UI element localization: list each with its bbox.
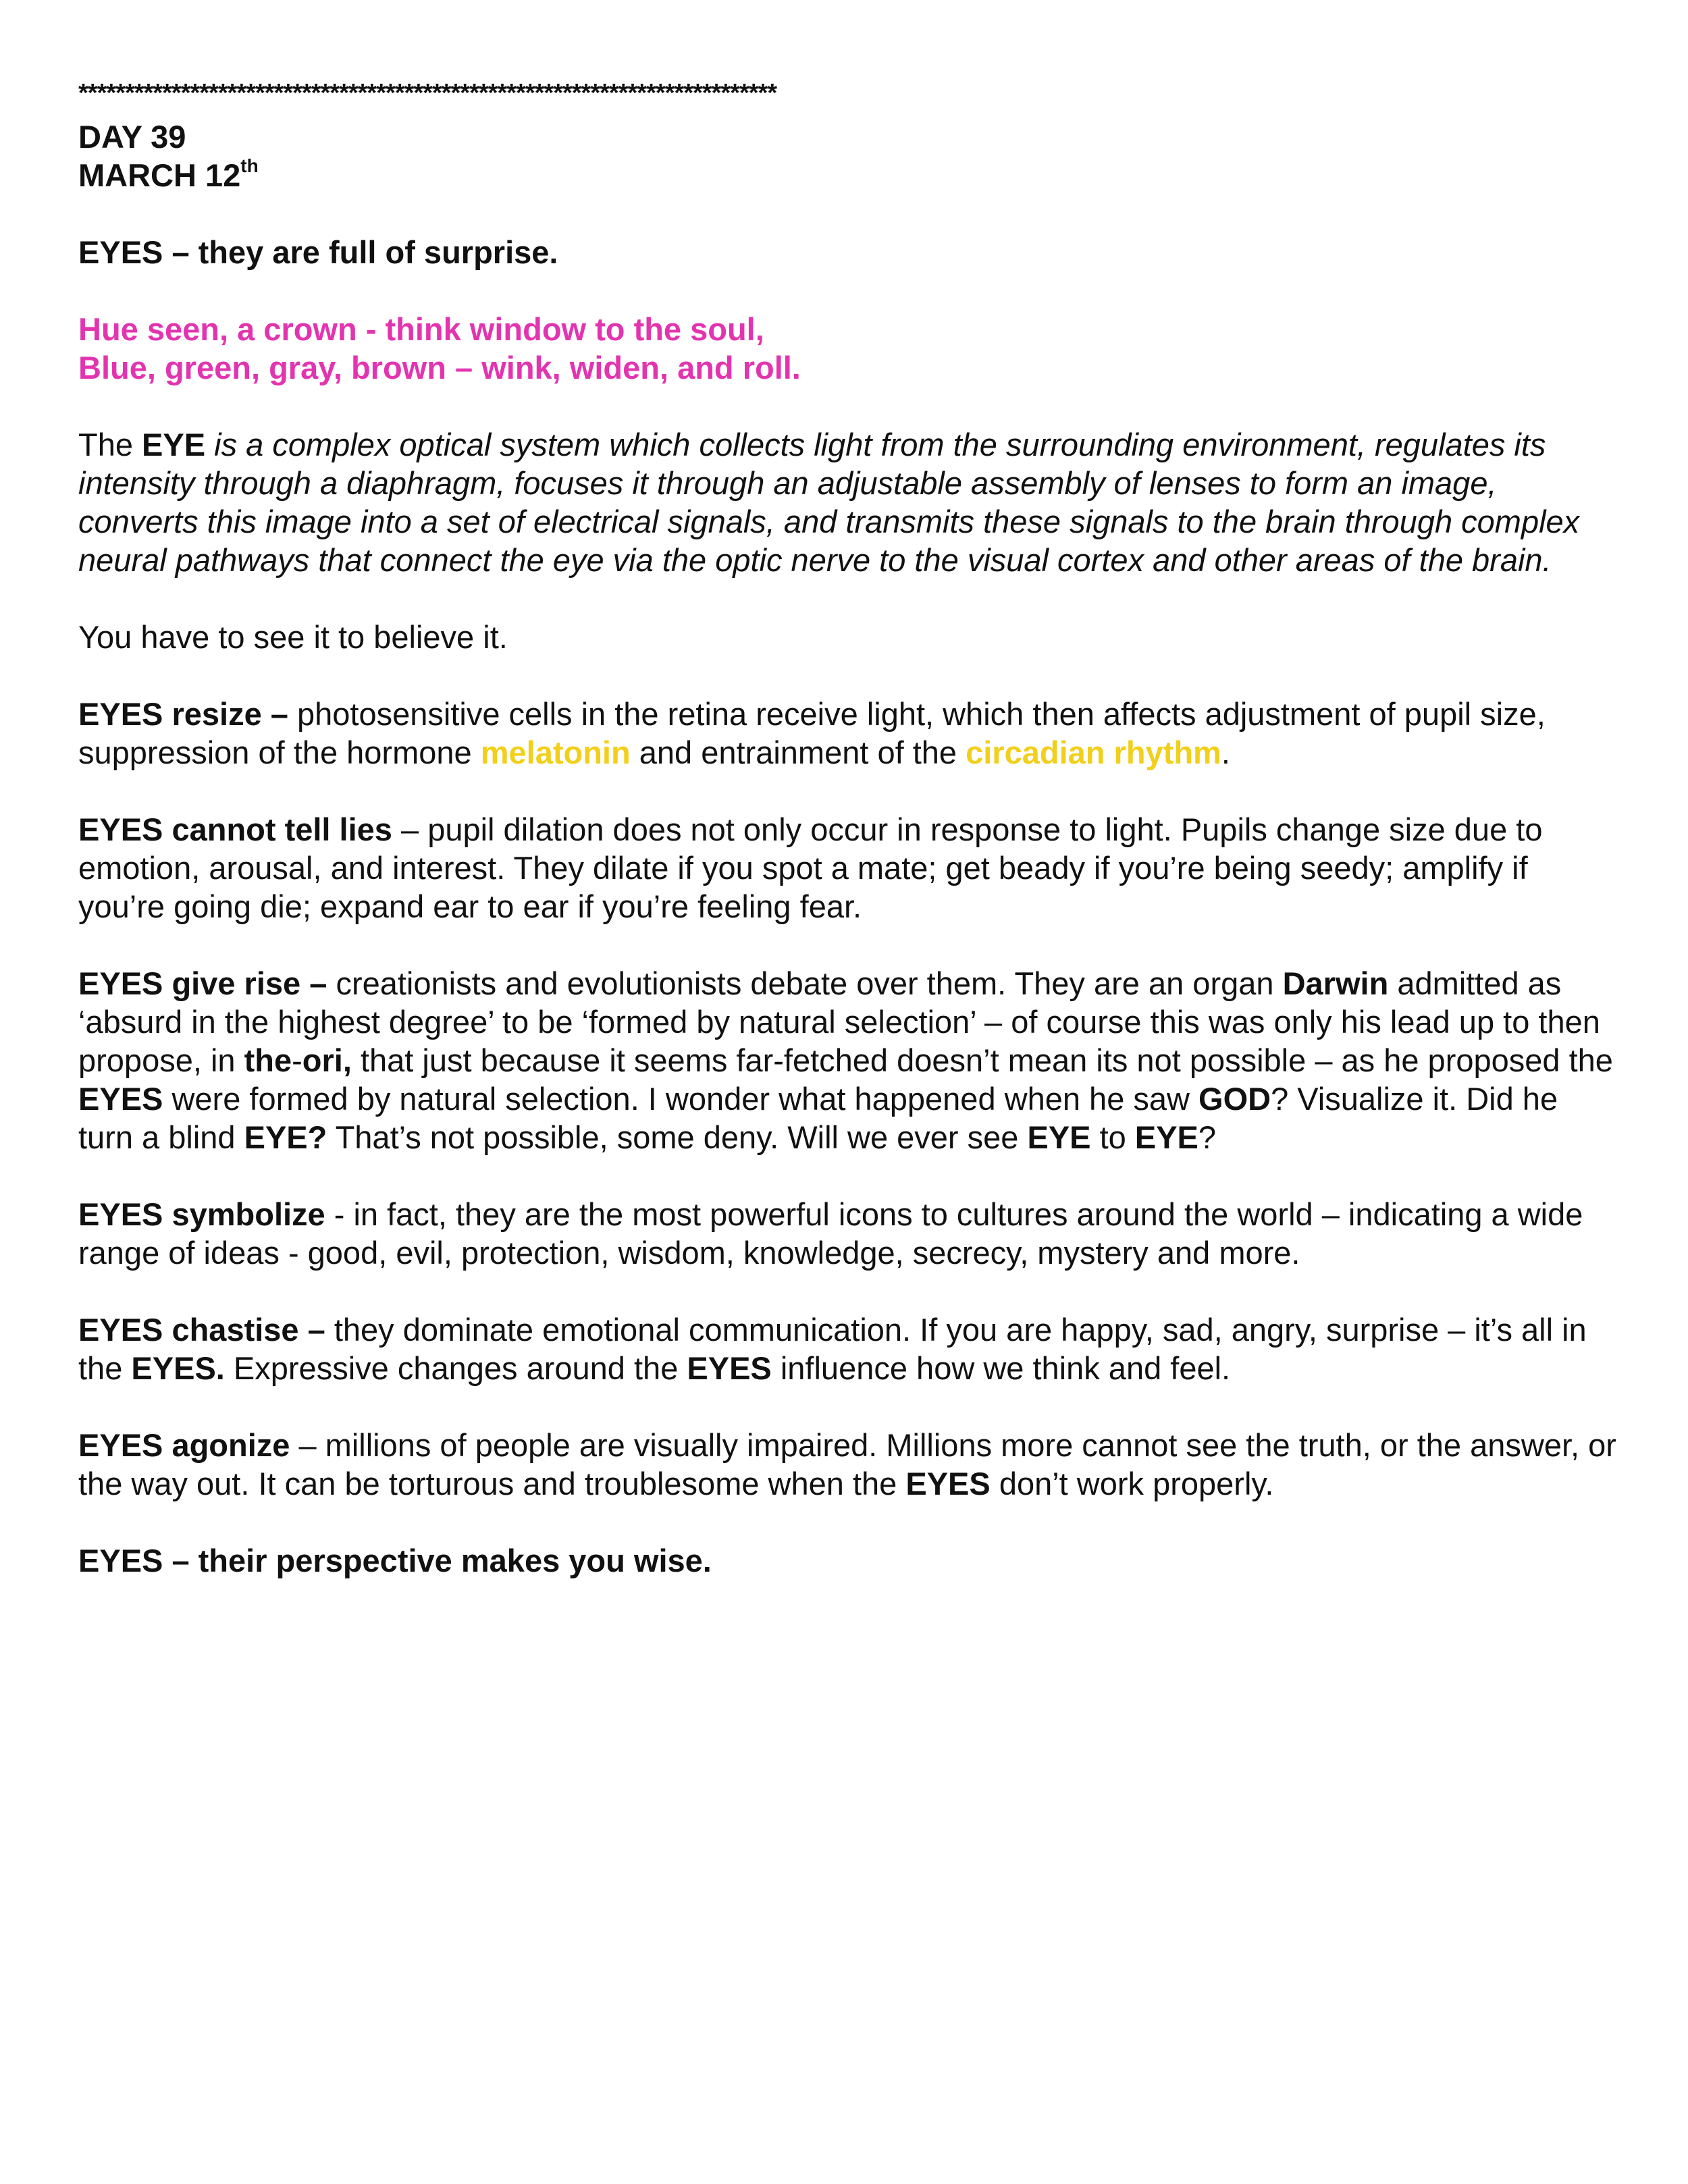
chastise-text-2: Expressive changes around the: [224, 1350, 687, 1386]
date-heading: [78, 156, 1618, 194]
agonize-text-2: don’t work properly.: [990, 1466, 1274, 1501]
resize-paragraph: [78, 695, 1618, 772]
chastise-heading: EYES chastise –: [78, 1312, 325, 1348]
circadian-highlight: circadian rhythm: [966, 735, 1221, 770]
rise-eyes: EYES: [78, 1081, 163, 1117]
rise-paragraph: [78, 964, 1618, 1156]
eye-word-1: EYE: [1027, 1119, 1091, 1155]
rise-text-6: That’s not possible, some deny. Will we ever see: [327, 1119, 1028, 1155]
chastise-paragraph: [78, 1310, 1618, 1387]
the-word: the: [244, 1042, 292, 1078]
resize-text-1: photosensitive cells in the retina receive light, which then affects adjustment of pupil size, suppression of the hormone: [78, 696, 1546, 770]
rise-text-2: admitted as ‘absurd in the highest degree’ to be ‘formed by natural selection’ – of course this was only his lead up to then propose, in: [78, 965, 1600, 1078]
symbolize-heading: EYES symbolize: [78, 1196, 325, 1232]
intro-line: EYES – they are full of surprise.: [78, 234, 558, 270]
definition-lead: The: [78, 427, 142, 462]
date-suffix: th: [240, 155, 259, 177]
poem: [78, 310, 1618, 387]
the-ori-dash: -: [292, 1042, 302, 1078]
date-main: MARCH 12: [78, 157, 241, 193]
believe-line: You have to see it to believe it.: [78, 619, 508, 655]
darwin-name: Darwin: [1282, 965, 1389, 1001]
definition-text: is a complex optical system which collects light from the surrounding environment, regulates its intensity through a diaphragm, focuses it through an adjustable assembly of lenses to form an image, converts this image into a set of electrical signals, and transmits these signals to the brain through complex neural pathways that connect the eye via the optic nerve to the visual cortex and other areas of the brain.: [78, 427, 1580, 578]
rise-text-1: creationists and evolutionists debate over them. They are an organ: [327, 965, 1283, 1001]
god-word: GOD: [1198, 1081, 1271, 1117]
blind-eye: EYE?: [244, 1119, 327, 1155]
definition-term: EYE: [142, 427, 206, 462]
closing-line: EYES – their perspective makes you wise.: [78, 1543, 712, 1578]
poem-line-1: Hue seen, a crown - think window to the soul,: [78, 311, 764, 347]
rise-text-7: to: [1090, 1119, 1135, 1155]
symbolize-text: - in fact, they are the most powerful icons to cultures around the world – indicating a wide range of ideas - good, evil, protection, wisdom, knowledge, secrecy, mystery and more.: [78, 1196, 1583, 1271]
eye-word-2: EYE: [1134, 1119, 1198, 1155]
chastise-eyes-1: EYES.: [131, 1350, 225, 1386]
rise-text-4: were formed by natural selection. I wonder what happened when he saw: [163, 1081, 1199, 1117]
symbolize-paragraph: [78, 1195, 1618, 1272]
resize-text-3: .: [1221, 735, 1230, 770]
lies-heading: EYES cannot tell lies: [78, 811, 392, 847]
lies-text: – pupil dilation does not only occur in response to light. Pupils change size due to emotion, arousal, and interest. They dilate if you spot a mate; get beady if you’re being seedy; amplify if you’re going die; expand ear to ear if you’re feeling fear.: [78, 811, 1543, 924]
separator-stars: ***************************************************************************: [78, 80, 777, 107]
day-heading: DAY 39: [78, 119, 186, 155]
rise-text-8: ?: [1198, 1119, 1217, 1155]
document-page: [78, 80, 1618, 1618]
chastise-eyes-2: EYES: [687, 1350, 772, 1386]
definition-paragraph: [78, 425, 1618, 579]
agonize-paragraph: [78, 1426, 1618, 1503]
chastise-text-1: they dominate emotional communication. If you are happy, sad, angry, surprise – it’s all in the: [78, 1312, 1587, 1386]
rise-text-5: ? Visualize it. Did he turn a blind: [78, 1081, 1558, 1155]
agonize-heading: EYES agonize: [78, 1427, 290, 1463]
melatonin-highlight: melatonin: [480, 735, 631, 770]
poem-line-2: Blue, green, gray, brown – wink, widen, and roll.: [78, 350, 801, 385]
chastise-text-3: influence how we think and feel.: [771, 1350, 1231, 1386]
resize-heading: EYES resize –: [78, 696, 288, 732]
rise-text-3: that just because it seems far-fetched doesn’t mean its not possible – as he proposed the: [351, 1042, 1613, 1078]
ori-word: ori,: [302, 1042, 352, 1078]
resize-text-2: and entrainment of the: [630, 735, 966, 770]
agonize-eyes: EYES: [905, 1466, 991, 1501]
lies-paragraph: [78, 810, 1618, 926]
rise-heading: EYES give rise –: [78, 965, 327, 1001]
agonize-text-1: – millions of people are visually impaired. Millions more cannot see the truth, or the answer, or the way out. It can be torturous and troublesome when the: [78, 1427, 1616, 1501]
